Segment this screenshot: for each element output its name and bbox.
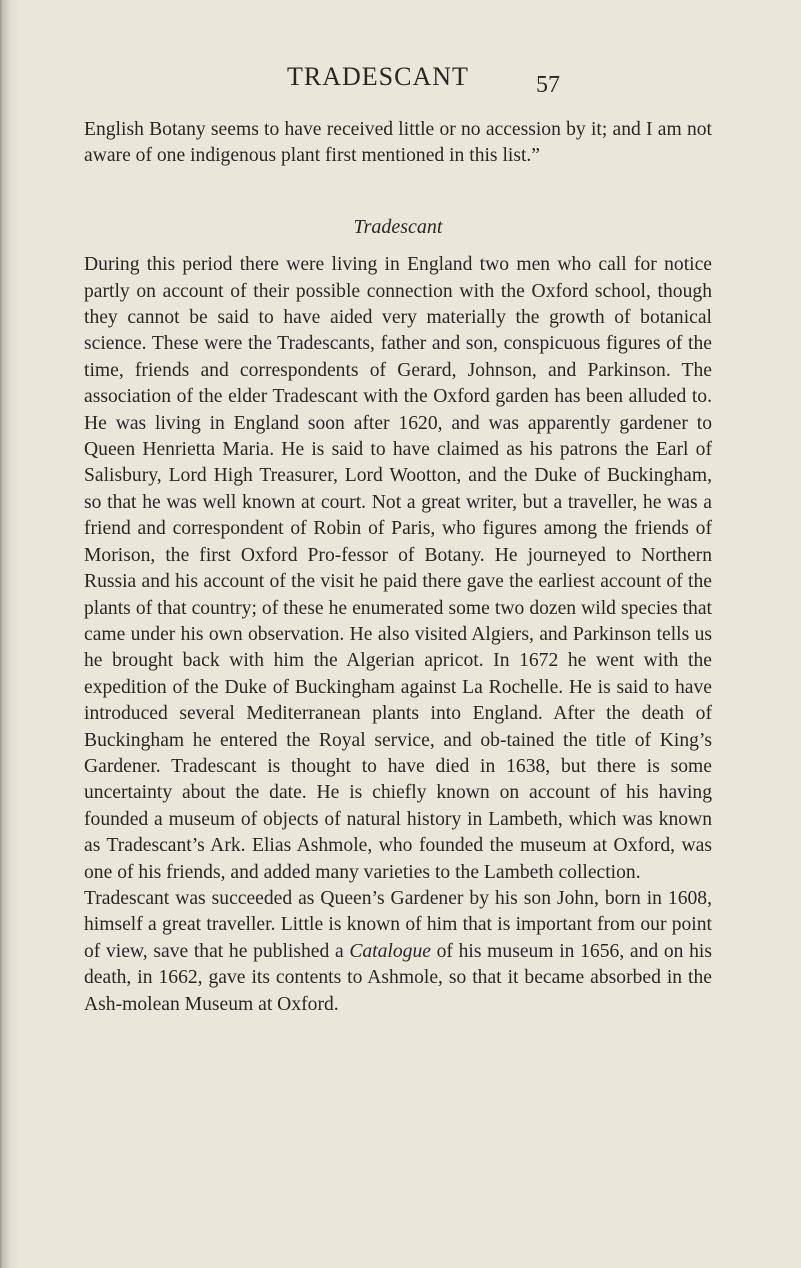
body-text xyxy=(84,117,712,1018)
page-number: 57 xyxy=(536,72,560,98)
opening-paragraph: English Botany seems to have received little or no accession by it; and I am not aware of one indigenous plant first mentioned in this list.” xyxy=(84,119,712,167)
paragraph-2-text-after: of his museum in 1656, and on his death, in 1662, gave its contents to Ashmole, so that it became absorbed in the Ash-molean Museum at Oxford. xyxy=(84,940,712,1015)
paragraph-2-text-before: Tradescant was succeeded as Queen’s Gardener by his son John, born in 1608, himself a great traveller. Little is known of him that is important from our point of view, save that he published a xyxy=(84,887,712,962)
page-header xyxy=(0,62,801,102)
section-heading: Tradescant xyxy=(353,215,443,238)
running-head: TRADESCANT xyxy=(287,62,469,91)
paragraph-tradescant-younger xyxy=(84,886,712,1018)
gutter-shadow xyxy=(0,0,18,1268)
paragraph-tradescant-elder: During this period there were living in England two men who call for notice partly on account of their possible connection with the Oxford school, though they cannot be said to have aided very materially the growth of botanical science. These were the Tradescants, father and son, conspicuous figures of the time, friends and correspondents of Gerard, Johnson, and Parkinson. The association of the elder Tradescant with the Oxford garden has been alluded to. He was living in England soon after 1620, and was apparently gardener to Queen Henrietta Maria. He is said to have claimed as his patrons the Earl of Salisbury, Lord High Treasurer, Lord Wootton, and the Duke of Buckingham, so that he was well known at court. Not a great writer, but a traveller, he was a friend and correspondent of Robin of Paris, who figures among the friends of Morison, the first Oxford Pro-fessor of Botany. He journeyed to Northern Russia and his account of the visit he paid there gave the earliest account of the plants of that country; of these he enumerated some two dozen wild species that came under his own observation. He also visited Algiers, and Parkinson tells us he brought back with him the Algerian apricot. In 1672 he went with the expedition of the Duke of Buckingham against La Rochelle. He is said to have introduced several Mediterranean plants into England. After the death of Buckingham he entered the Royal service, and ob-tained the title of King’s Gardener. Tradescant is thought to have died in 1638, but there is some uncertainty about the date. He is chiefly known on account of his having founded a museum of objects of natural history in Lambeth, which was known as Tradescant’s Ark. Elias Ashmole, who founded the museum at Oxford, was one of his friends, and added many varieties to the Lambeth collection. xyxy=(84,254,712,883)
catalogue-title: Catalogue xyxy=(349,940,431,962)
